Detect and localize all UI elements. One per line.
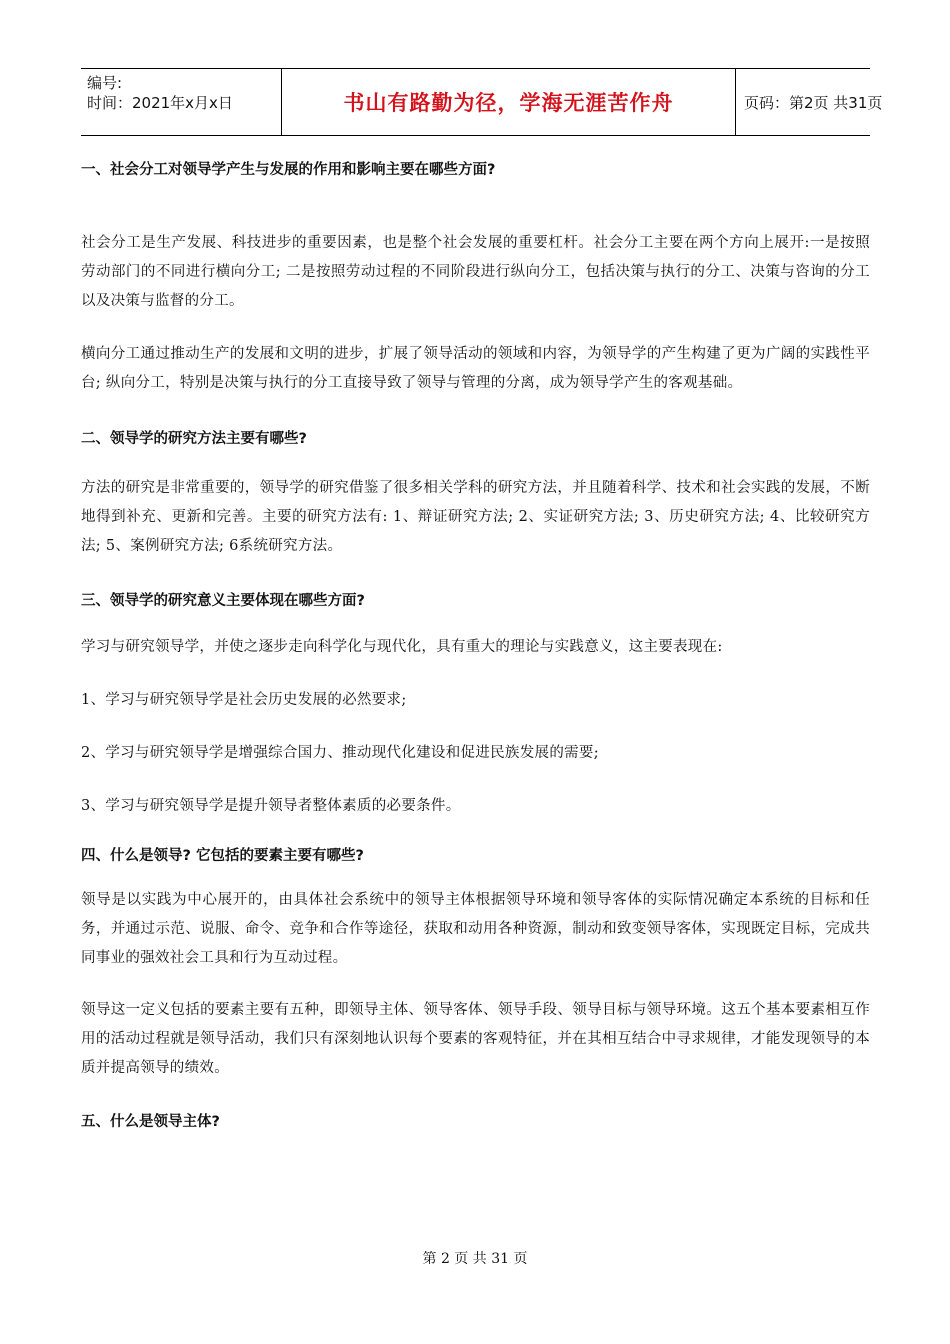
header-motto-cell xyxy=(282,69,736,135)
section-heading-2: 二、领导学的研究方法主要有哪些? xyxy=(81,431,307,447)
header-page-label: 页码：第2页 共31页 xyxy=(744,93,883,112)
section-2-paragraph-1: 方法的研究是非常重要的，领导学的研究借鉴了很多相关学科的研究方法，并且随着科学、技术和社会实践的发展，不断地得到补充、更新和完善。主要的研究方法有: 1、辩证研究方法; 2、实证研究方法; 3、历史研究方法; 4、比较研究方法; 5、案例研究方法; 6系统研究方法。 xyxy=(81,480,870,554)
section-1-paragraph-2: 横向分工通过推动生产的发展和文明的进步，扩展了领导活动的领域和内容，为领导学的产生构建了更为广阔的实践性平台; 纵向分工，特别是决策与执行的分工直接导致了领导与管理的分离，成为领导学产生的客观基础。 xyxy=(81,346,870,391)
section-heading-1: 一、社会分工对领导学产生与发展的作用和影响主要在哪些方面? xyxy=(81,162,496,178)
page-footer: 第 2 页 共 31 页 xyxy=(422,1251,528,1267)
section-3-item-3: 3、学习与研究领导学是提升领导者整体素质的必要条件。 xyxy=(81,798,461,814)
section-heading-4: 四、什么是领导? 它包括的要素主要有哪些? xyxy=(81,848,364,864)
section-4-paragraph-1: 领导是以实践为中心展开的，由具体社会系统中的领导主体根据领导环境和领导客体的实际情况确定本系统的目标和任务，并通过示范、说服、命令、竞争和合作等途径，获取和动用各种资源，制动和致变领导客体，实现既定目标，完成共同事业的强效社会工具和行为互动过程。 xyxy=(81,892,870,966)
document-time-label: 时间：2021年x月x日 xyxy=(87,94,233,112)
section-1-paragraph-1: 社会分工是生产发展、科技进步的重要因素，也是整个社会发展的重要杠杆。社会分工主要在两个方向上展开:一是按照劳动部门的不同进行横向分工; 二是按照劳动过程的不同阶段进行纵向分工，包括决策与执行的分工、决策与咨询的分工以及决策与监督的分工。 xyxy=(81,235,870,309)
section-heading-5: 五、什么是领导主体? xyxy=(81,1114,220,1130)
document-header xyxy=(81,68,883,136)
section-heading-3: 三、领导学的研究意义主要体现在哪些方面? xyxy=(81,593,365,609)
section-4-paragraph-2: 领导这一定义包括的要素主要有五种，即领导主体、领导客体、领导手段、领导目标与领导环境。这五个基本要素相互作用的活动过程就是领导活动，我们只有深刻地认识每个要素的客观特征，并在其相互结合中寻求规律，才能发现领导的本质并提高领导的绩效。 xyxy=(81,1002,870,1076)
header-motto: 书山有路勤为径，学海无涯苦作舟 xyxy=(343,91,674,115)
header-page-cell xyxy=(736,69,883,135)
section-3-paragraph-1: 学习与研究领导学，并使之逐步走向科学化与现代化，具有重大的理论与实践意义，这主要表现在: xyxy=(81,639,723,655)
section-3-item-1: 1、学习与研究领导学是社会历史发展的必然要求; xyxy=(81,692,407,708)
header-info-cell xyxy=(81,69,282,135)
document-number-label: 编号: xyxy=(87,74,123,92)
section-3-item-2: 2、学习与研究领导学是增强综合国力、推动现代化建设和促进民族发展的需要; xyxy=(81,745,599,761)
